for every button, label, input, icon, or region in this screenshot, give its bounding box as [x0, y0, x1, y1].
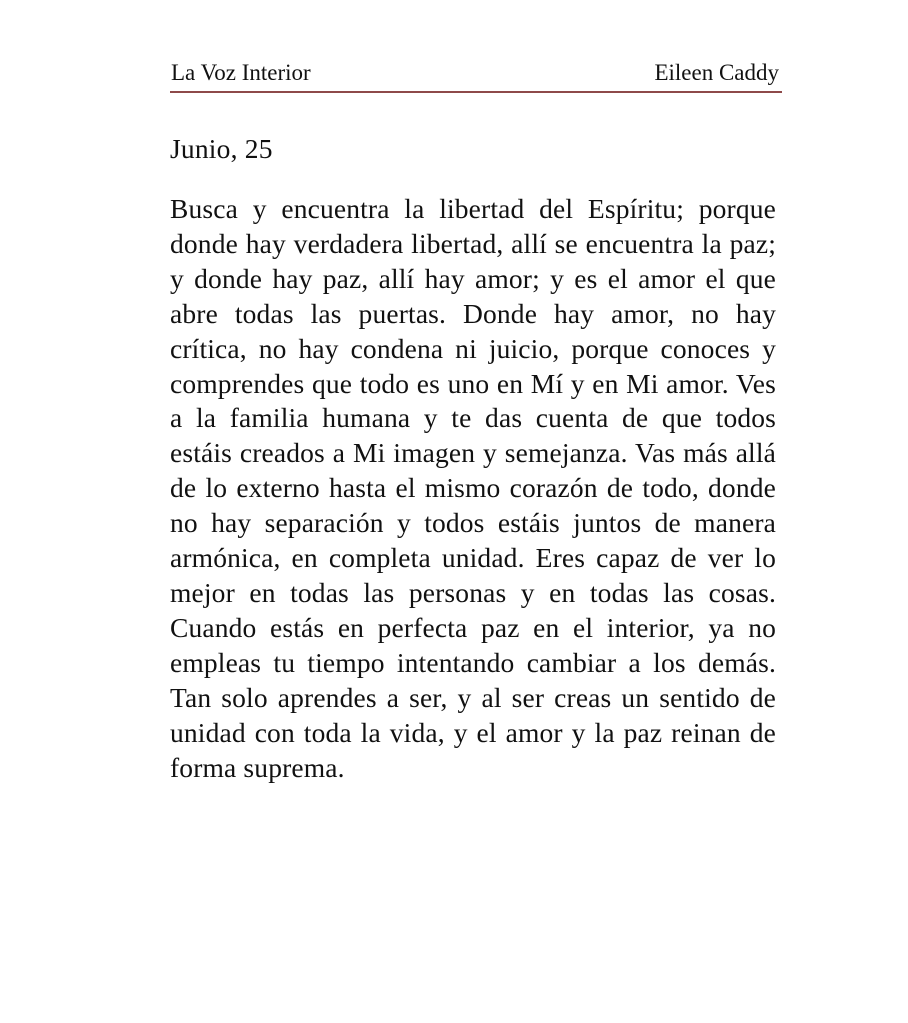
book-title: La Voz Interior [171, 60, 311, 85]
running-header [170, 58, 782, 93]
author-name: Eileen Caddy [654, 60, 779, 85]
entry-body-text: Busca y encuentra la libertad del Espíritu; porque donde hay verdadera libertad, allí se encuentra la paz; y donde hay paz, allí hay amor; y es el amor el que abre todas las puertas. Donde hay amor, no hay crítica, no hay condena ni juicio, porque conoces y comprendes que todo es uno en Mí y en Mi amor. Ves a la familia humana y te das cuenta de que todos estáis creados a Mi imagen y semejanza. Vas más allá de lo externo hasta el mismo corazón de todo, donde no hay separación y todos estáis juntos de manera armónica, en completa unidad. Eres capaz de ver lo mejor en todas las personas y en todas las cosas. Cuando estás en perfecta paz en el interior, ya no empleas tu tiempo intentando cambiar a los demás. Tan solo aprendes a ser, y al ser creas un sentido de unidad con toda la vida, y el amor y la paz reinan de forma suprema. [170, 193, 776, 783]
book-page [170, 58, 782, 785]
entry-date: Junio, 25 [170, 133, 273, 164]
